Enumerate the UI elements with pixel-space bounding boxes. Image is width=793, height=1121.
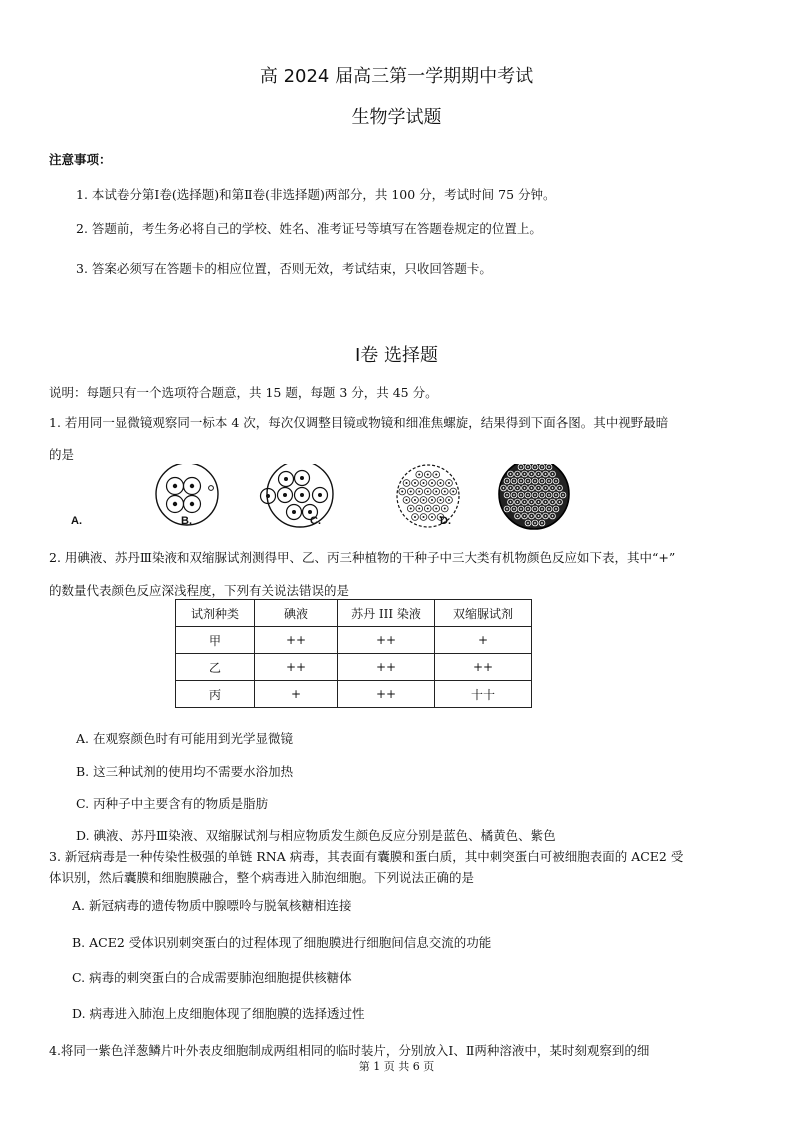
page-number: 第 1 页 共 6 页 bbox=[358, 1060, 435, 1073]
section-instruction: 说明：每题只有一个选项符合题意，共 15 题，每题 3 分，共 45 分。 bbox=[49, 385, 438, 400]
cell-nucleus bbox=[439, 482, 441, 484]
cell-nucleus bbox=[435, 490, 437, 492]
cell-nucleus bbox=[562, 494, 564, 496]
cell-nucleus bbox=[541, 494, 543, 496]
cell-nucleus bbox=[541, 508, 543, 510]
q4-stem-line1: 4.将同一紫色洋葱鳞片叶外表皮细胞制成两组相同的临时装片，分别放入Ⅰ、Ⅱ两种溶液中，某时刻观察到的细 bbox=[49, 1043, 650, 1058]
cell-nucleus bbox=[548, 508, 550, 510]
cell-nucleus bbox=[545, 515, 547, 517]
cell-nucleus bbox=[422, 482, 424, 484]
cell-nucleus bbox=[527, 494, 529, 496]
cell-nucleus bbox=[538, 501, 540, 503]
exam-title: 高 2024 届高三第一学期期中考试 bbox=[259, 66, 534, 87]
field-d bbox=[499, 464, 569, 529]
cell-nucleus bbox=[527, 480, 529, 482]
q1-label-a: A. bbox=[71, 515, 82, 527]
table-cell: 丙 bbox=[176, 681, 255, 708]
cell-nucleus bbox=[452, 490, 454, 492]
cell-nucleus bbox=[520, 508, 522, 510]
cell-nucleus bbox=[517, 515, 519, 517]
cell-nucleus bbox=[531, 515, 533, 517]
cell-nucleus bbox=[541, 466, 543, 468]
q3-stem-line2: 体识别，然后囊膜和细胞膜融合，整个病毒进入肺泡细胞。下列说法正确的是 bbox=[49, 870, 475, 885]
cell-nucleus bbox=[422, 516, 424, 518]
cell-nucleus bbox=[534, 494, 536, 496]
table-cell: 乙 bbox=[176, 654, 255, 681]
cell-nucleus bbox=[448, 499, 450, 501]
table-cell: ++ bbox=[338, 627, 435, 654]
notice-item-3: 3. 答案必须写在答题卡的相应位置，否则无效，考试结束，只收回答题卡。 bbox=[76, 261, 492, 276]
cell-nucleus bbox=[431, 516, 433, 518]
cell-nucleus bbox=[538, 515, 540, 517]
cell-nucleus bbox=[548, 494, 550, 496]
q3-option-b: B. ACE2 受体识别刺突蛋白的过程体现了细胞膜进行细胞间信息交流的功能 bbox=[72, 935, 492, 950]
table-cell: ++ bbox=[338, 654, 435, 681]
cell-nucleus bbox=[506, 494, 508, 496]
q2-stem-line1: 2. 用碘液、苏丹Ⅲ染液和双缩脲试剂测得甲、乙、丙三种植物的干种子中三大类有机物颜色反应如下表，其中“+” bbox=[49, 550, 676, 565]
cell-nucleus bbox=[422, 499, 424, 501]
table-cell: ++ bbox=[338, 681, 435, 708]
cell-nucleus bbox=[524, 501, 526, 503]
table-cell: ++ bbox=[255, 627, 338, 654]
cell-nucleus bbox=[545, 501, 547, 503]
cell-nucleus bbox=[527, 522, 529, 524]
cell-nucleus bbox=[545, 487, 547, 489]
table-cell: + bbox=[255, 681, 338, 708]
cell-nucleus bbox=[513, 494, 515, 496]
cell-nucleus bbox=[503, 487, 505, 489]
cell-nucleus bbox=[513, 508, 515, 510]
cell-nucleus bbox=[524, 473, 526, 475]
cell-nucleus bbox=[527, 466, 529, 468]
notice-item-2: 2. 答题前，考生务必将自己的学校、姓名、准考证号等填写在答题卷规定的位置上。 bbox=[76, 221, 542, 236]
q1-stem-line1: 1. 若用同一显微镜观察同一标本 4 次，每次仅调整目镜或物镜和细准焦螺旋，结果得到下面各图。其中视野最暗 bbox=[49, 415, 669, 430]
cell-nucleus bbox=[552, 487, 554, 489]
q1-label-c: C. bbox=[310, 515, 321, 527]
q1-label-d: D. bbox=[440, 515, 451, 527]
cell-nucleus bbox=[435, 473, 437, 475]
table-header-cell: 双缩脲试剂 bbox=[435, 600, 532, 627]
q3-option-d: D. 病毒进入肺泡上皮细胞体现了细胞膜的选择透过性 bbox=[72, 1006, 365, 1021]
cell-nucleus bbox=[414, 516, 416, 518]
cell-nucleus bbox=[439, 499, 441, 501]
cell-nucleus bbox=[534, 522, 536, 524]
cell-nucleus bbox=[520, 480, 522, 482]
cell-nucleus bbox=[418, 490, 420, 492]
cell-nucleus bbox=[414, 482, 416, 484]
cell-nucleus bbox=[444, 490, 446, 492]
q2-stem-line2: 的数量代表颜色反应深浅程度，下列有关说法错误的是 bbox=[49, 583, 350, 598]
cell-nucleus bbox=[545, 473, 547, 475]
cell-nucleus bbox=[538, 487, 540, 489]
reaction-table bbox=[175, 599, 532, 708]
cell-nucleus bbox=[552, 473, 554, 475]
table-row bbox=[176, 654, 532, 681]
cell-nucleus bbox=[435, 507, 437, 509]
cell-nucleus bbox=[517, 487, 519, 489]
notice-item-1: 1. 本试卷分第Ⅰ卷(选择题)和第Ⅱ卷(非选择题)两部分，共 100 分，考试时间 75 分钟。 bbox=[76, 187, 556, 202]
q2-option-c: C. 丙种子中主要含有的物质是脂肪 bbox=[76, 796, 269, 811]
cell-nucleus bbox=[444, 507, 446, 509]
cell-nucleus bbox=[524, 487, 526, 489]
cell-nucleus bbox=[431, 482, 433, 484]
cell-nucleus bbox=[541, 522, 543, 524]
cell-nucleus bbox=[548, 480, 550, 482]
table-cell: ++ bbox=[435, 654, 532, 681]
cell-nucleus bbox=[534, 480, 536, 482]
table-header-row bbox=[176, 600, 532, 627]
cell-nucleus bbox=[555, 480, 557, 482]
cell-nucleus bbox=[520, 494, 522, 496]
cell-nucleus bbox=[555, 494, 557, 496]
cell-nucleus bbox=[538, 473, 540, 475]
table-cell: 甲 bbox=[176, 627, 255, 654]
cell-nucleus bbox=[520, 466, 522, 468]
cell-nucleus bbox=[548, 466, 550, 468]
cell-nucleus bbox=[427, 473, 429, 475]
cell-nucleus bbox=[510, 501, 512, 503]
cell-nucleus bbox=[506, 480, 508, 482]
cell-nucleus bbox=[410, 507, 412, 509]
q2-option-d: D. 碘液、苏丹Ⅲ染液、双缩脲试剂与相应物质发生颜色反应分别是蓝色、橘黄色、紫色 bbox=[76, 828, 556, 843]
table-row bbox=[176, 627, 532, 654]
cell-nucleus bbox=[534, 508, 536, 510]
table-header-cell: 试剂种类 bbox=[176, 600, 255, 627]
cell-nucleus bbox=[517, 501, 519, 503]
cell-nucleus bbox=[559, 501, 561, 503]
table-header-cell: 苏丹 III 染液 bbox=[338, 600, 435, 627]
cell-nucleus bbox=[405, 499, 407, 501]
cell-nucleus bbox=[414, 499, 416, 501]
cell-nucleus bbox=[552, 501, 554, 503]
subject-title: 生物学试题 bbox=[351, 107, 442, 128]
notice-heading: 注意事项： bbox=[49, 152, 112, 167]
cell-nucleus bbox=[405, 482, 407, 484]
cell-nucleus bbox=[510, 473, 512, 475]
q3-option-a: A. 新冠病毒的遗传物质中腺嘌呤与脱氧核糖相连接 bbox=[72, 898, 352, 913]
table-row bbox=[176, 681, 532, 708]
q3-option-c: C. 病毒的刺突蛋白的合成需要肺泡细胞提供核糖体 bbox=[72, 970, 352, 985]
section-title: Ⅰ卷 选择题 bbox=[354, 345, 439, 366]
cell-nucleus bbox=[513, 480, 515, 482]
cell-nucleus bbox=[448, 482, 450, 484]
field-b bbox=[261, 464, 334, 527]
cell-nucleus bbox=[510, 487, 512, 489]
q1-label-b: B. bbox=[181, 515, 192, 527]
q1-stem-line2: 的是 bbox=[49, 447, 75, 462]
cell-nucleus bbox=[427, 507, 429, 509]
cell-nucleus bbox=[541, 480, 543, 482]
cell-nucleus bbox=[517, 473, 519, 475]
q3-stem-line1: 3. 新冠病毒是一种传染性极强的单链 RNA 病毒，其表面有囊膜和蛋白质，其中刺突蛋白可被细胞表面的 ACE2 受 bbox=[49, 849, 684, 864]
cell-nucleus bbox=[427, 490, 429, 492]
cell-nucleus bbox=[559, 487, 561, 489]
cell-nucleus bbox=[531, 501, 533, 503]
cell-nucleus bbox=[531, 487, 533, 489]
cell-nucleus bbox=[431, 499, 433, 501]
table-cell: 十十 bbox=[435, 681, 532, 708]
cell-nucleus bbox=[410, 490, 412, 492]
cell-nucleus bbox=[531, 473, 533, 475]
cell-nucleus bbox=[552, 515, 554, 517]
cell-nucleus bbox=[506, 508, 508, 510]
q2-option-a: A. 在观察颜色时有可能用到光学显微镜 bbox=[76, 731, 293, 746]
cell-nucleus bbox=[527, 508, 529, 510]
cell-nucleus bbox=[534, 466, 536, 468]
cell-nucleus bbox=[555, 508, 557, 510]
q2-option-b: B. 这三种试剂的使用均不需要水浴加热 bbox=[76, 764, 294, 779]
table-header-cell: 碘液 bbox=[255, 600, 338, 627]
cell-nucleus bbox=[418, 507, 420, 509]
cell-nucleus bbox=[418, 473, 420, 475]
table-cell: ++ bbox=[255, 654, 338, 681]
cell-nucleus bbox=[524, 515, 526, 517]
table-cell: + bbox=[435, 627, 532, 654]
cell-nucleus bbox=[401, 490, 403, 492]
